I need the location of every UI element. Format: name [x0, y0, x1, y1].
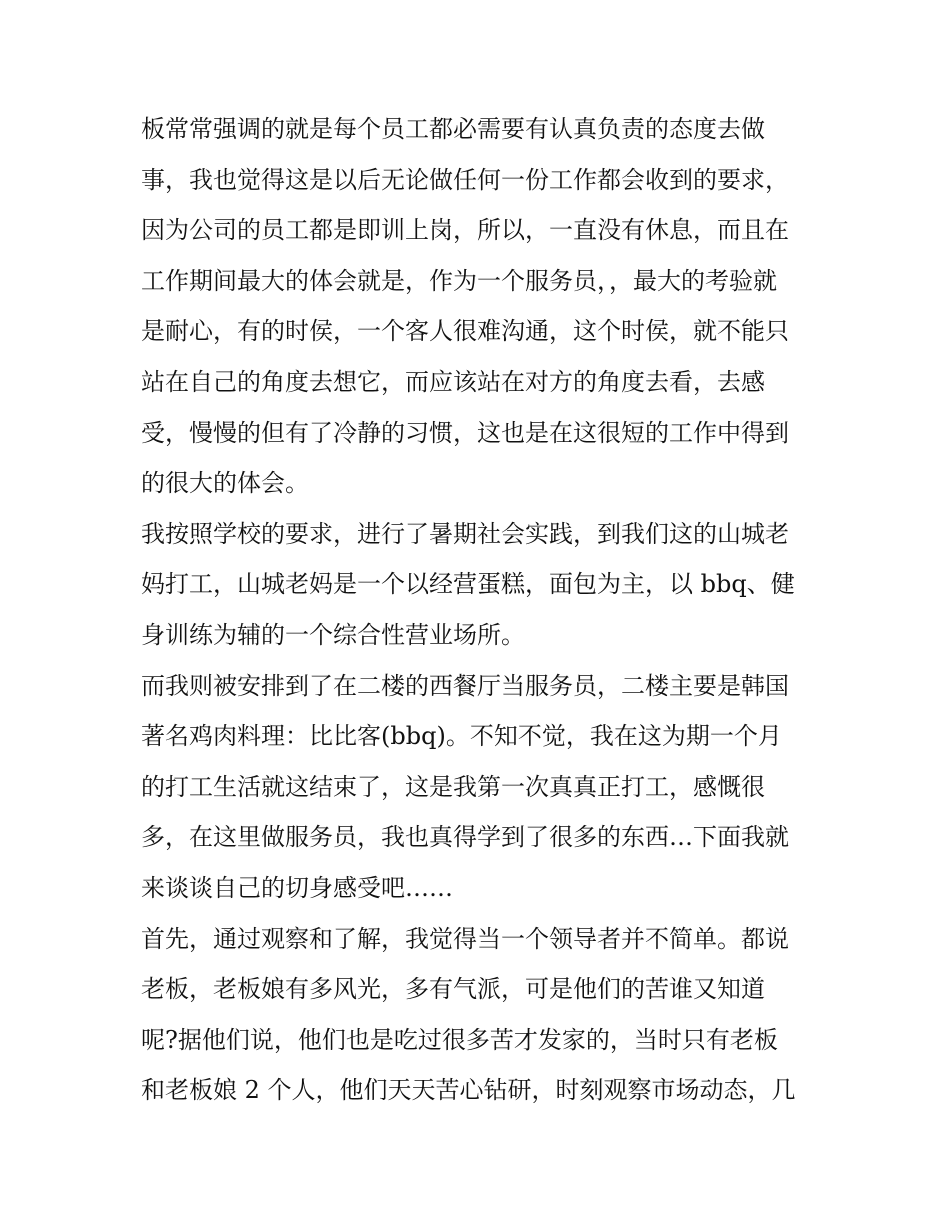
text-line: 工作期间最大的体会就是，作为一个服务员，，最大的考验就 [141, 266, 777, 295]
text-line: 事，我也觉得这是以后无论做任何一份工作都会收到的要求， [141, 165, 789, 194]
text-line: 呢?据他们说，他们也是吃过很多苦才发家的，当时只有老板 [141, 1025, 778, 1054]
text-line: 和老板娘 2 个人，他们天天苦心钻研，时刻观察市场动态，几 [141, 1076, 796, 1105]
text-line: 因为公司的员工都是即训上岗，所以，一直没有休息，而且在 [141, 216, 789, 245]
text-line: 身训练为辅的一个综合性营业场所。 [141, 620, 525, 649]
text-line: 的打工生活就这结束了，这是我第一次真真正打工，感慨很 [141, 772, 765, 801]
text-line: 受，慢慢的但有了冷静的习惯，这也是在这很短的工作中得到 [141, 418, 789, 447]
text-line: 妈打工，山城老妈是一个以经营蛋糕，面包为主，以 bbq、健 [141, 570, 795, 599]
text-line: 的很大的体会。 [141, 469, 309, 498]
text-line: 来谈谈自己的切身感受吧…… [141, 873, 453, 902]
text-line: 首先，通过观察和了解，我觉得当一个领导者并不简单。都说 [141, 924, 789, 953]
body-text [141, 104, 821, 1116]
text-line: 老板，老板娘有多风光，多有气派，可是他们的苦谁又知道 [141, 975, 765, 1004]
text-line: 板常常强调的就是每个员工都必需要有认真负责的态度去做 [141, 115, 765, 143]
text-line: 站在自己的角度去想它，而应该站在对方的角度去看，去感 [141, 367, 765, 396]
text-line: 而我则被安排到了在二楼的西餐厅当服务员，二楼主要是韩国 [141, 671, 789, 700]
text-line: 著名鸡肉料理：比比客(bbq)。不知不觉，我在这为期一个月 [141, 722, 782, 751]
text-line: 是耐心，有的时侯，一个客人很难沟通，这个时侯，就不能只 [141, 317, 789, 346]
text-line: 我按照学校的要求，进行了暑期社会实践，到我们这的山城老 [141, 519, 789, 548]
text-line: 多，在这里做服务员，我也真得学到了很多的东西…下面我就 [141, 823, 789, 852]
